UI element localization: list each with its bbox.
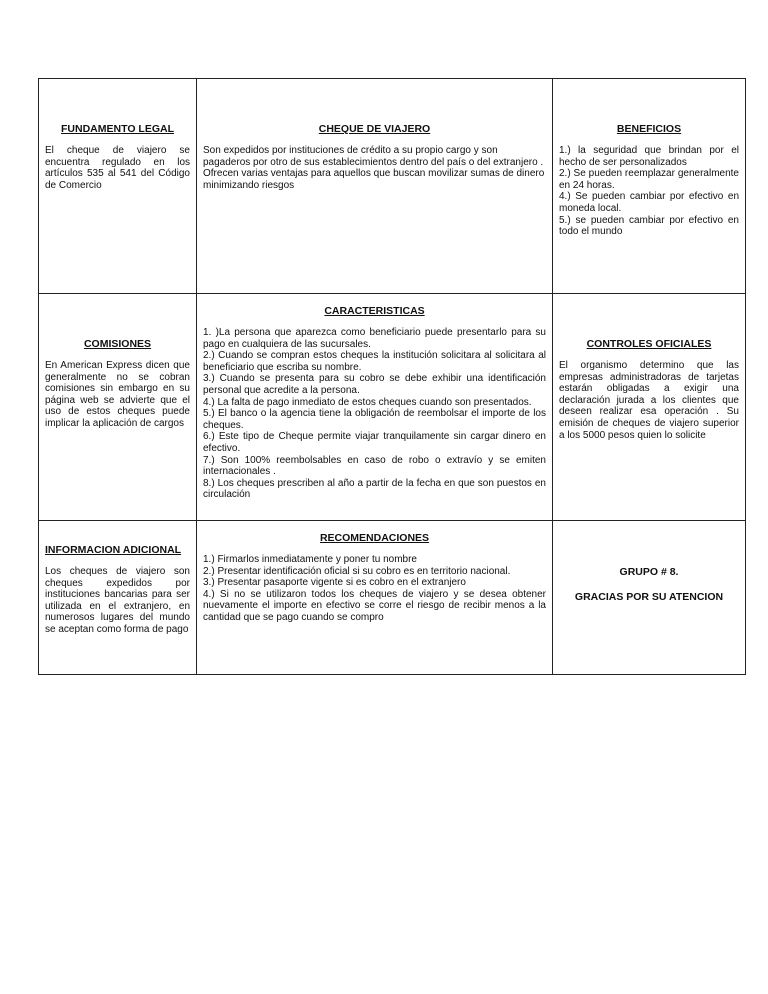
fundamento-legal-heading: FUNDAMENTO LEGAL [61,123,174,135]
table-row [39,79,746,294]
list-item: 1.) Firmarlos inmediatamente y poner tu nombre [203,554,417,565]
caracteristicas-heading: CARACTERISTICAS [324,305,425,317]
cell-controles-oficiales [553,294,746,521]
list-item: 2.) Cuando se compran estos cheques la institución solicitara al solicitara al beneficiario que escriba su nombre. [203,350,546,373]
cheque-de-viajero-heading: CHEQUE DE VIAJERO [318,123,431,135]
thanks-label: GRACIAS POR SU ATENCION [574,591,724,603]
list-item: 2.) Se pueden reemplazar generalmente en 24 horas. [559,168,739,191]
beneficios-heading: BENEFICIOS [616,123,682,135]
list-item: 3.) Presentar pasaporte vigente si es cobro en el extranjero [203,577,466,589]
table-row [39,521,746,675]
list-item: 4.) Si no se utilizaron todos los cheques de viajero y se desea obtener nuevamente el importe en efectivo se corre el riesgo de recibir menos a la cantidad que se pago cuando se compro [203,588,546,623]
cheque-de-viajero-text: Son expedidos por instituciones de crédito a su propio cargo y son pagaderos por otro de sus establecimientos dentro del país o del extranjero . Ofrecen varias ventajas para aquellos que buscan movilizar sumas de dinero minimizando riesgos [203,145,545,191]
informacion-adicional-text: Los cheques de viajero son cheques expedidos por instituciones bancarias para ser utilizada en el extranjero, en numerosos lugares del mundo se aceptan como forma de pago [45,566,190,635]
cell-recomendaciones [197,521,553,675]
list-item: 4.) La falta de pago inmediato de estos cheques cuando son presentados. [203,396,532,408]
list-item: 7.) Son 100% reembolsables en caso de robo o extravío y se emiten internacionales . [203,454,546,478]
table-row [39,294,746,521]
recomendaciones-list [203,554,546,624]
list-item: 5.) El banco o la agencia tiene la obligación de reembolsar el importe de los cheques. [203,408,546,431]
list-item: 8.) Los cheques prescriben al año a partir de la fecha en que son puestos en circulación [203,477,546,501]
informacion-adicional-heading: INFORMACION ADICIONAL [45,544,182,556]
cell-informacion-adicional [39,521,197,675]
group-label: GRUPO # 8. [619,566,679,578]
info-table [38,78,746,675]
controles-oficiales-heading: CONTROLES OFICIALES [586,338,712,350]
list-item: 2.) Presentar identificación oficial si su cobro es en territorio nacional. [203,565,511,577]
controles-oficiales-text: El organismo determino que las empresas administradoras de tarjetas estarán obligadas a exigir una declaración jurada a los clientes que deseen realizar esa operación . Su emisión de cheques de viajero superior a los 5000 pesos quien lo solicite [559,360,739,441]
recomendaciones-heading: RECOMENDACIONES [319,532,430,544]
beneficios-list [559,145,739,238]
cell-closing [553,521,746,675]
comisiones-text: En American Express dicen que generalmente no se cobran comisiones sin embargo en su página web se advierte que el uso de estos cheques puede implicar la aplicación de cargos [45,360,190,429]
cell-caracteristicas [197,294,553,521]
cell-cheque-de-viajero [197,79,553,294]
comisiones-heading: COMISIONES [83,338,152,350]
cell-beneficios [553,79,746,294]
caracteristicas-list [203,327,546,501]
cell-comisiones [39,294,197,521]
cell-fundamento-legal [39,79,197,294]
list-item: 5.) se pueden cambiar por efectivo en todo el mundo [559,214,739,238]
list-item: 6.) Este tipo de Cheque permite viajar tranquilamente sin cargar dinero en efectivo. [203,431,546,454]
list-item: 1.) la seguridad que brindan por el hecho de ser personalizados [559,145,739,168]
list-item: 3.) Cuando se presenta para su cobro se debe exhibir una identificación personal que acredite a la persona. [203,373,546,396]
fundamento-legal-text: El cheque de viajero se encuentra regulado en los artículos 535 al 541 del Código de Comercio [45,145,190,191]
list-item: 1. )La persona que aparezca como beneficiario puede presentarlo para su pago en cualquiera de las sucursales. [203,327,546,350]
list-item: 4.) Se pueden cambiar por efectivo en moneda local. [559,191,739,214]
